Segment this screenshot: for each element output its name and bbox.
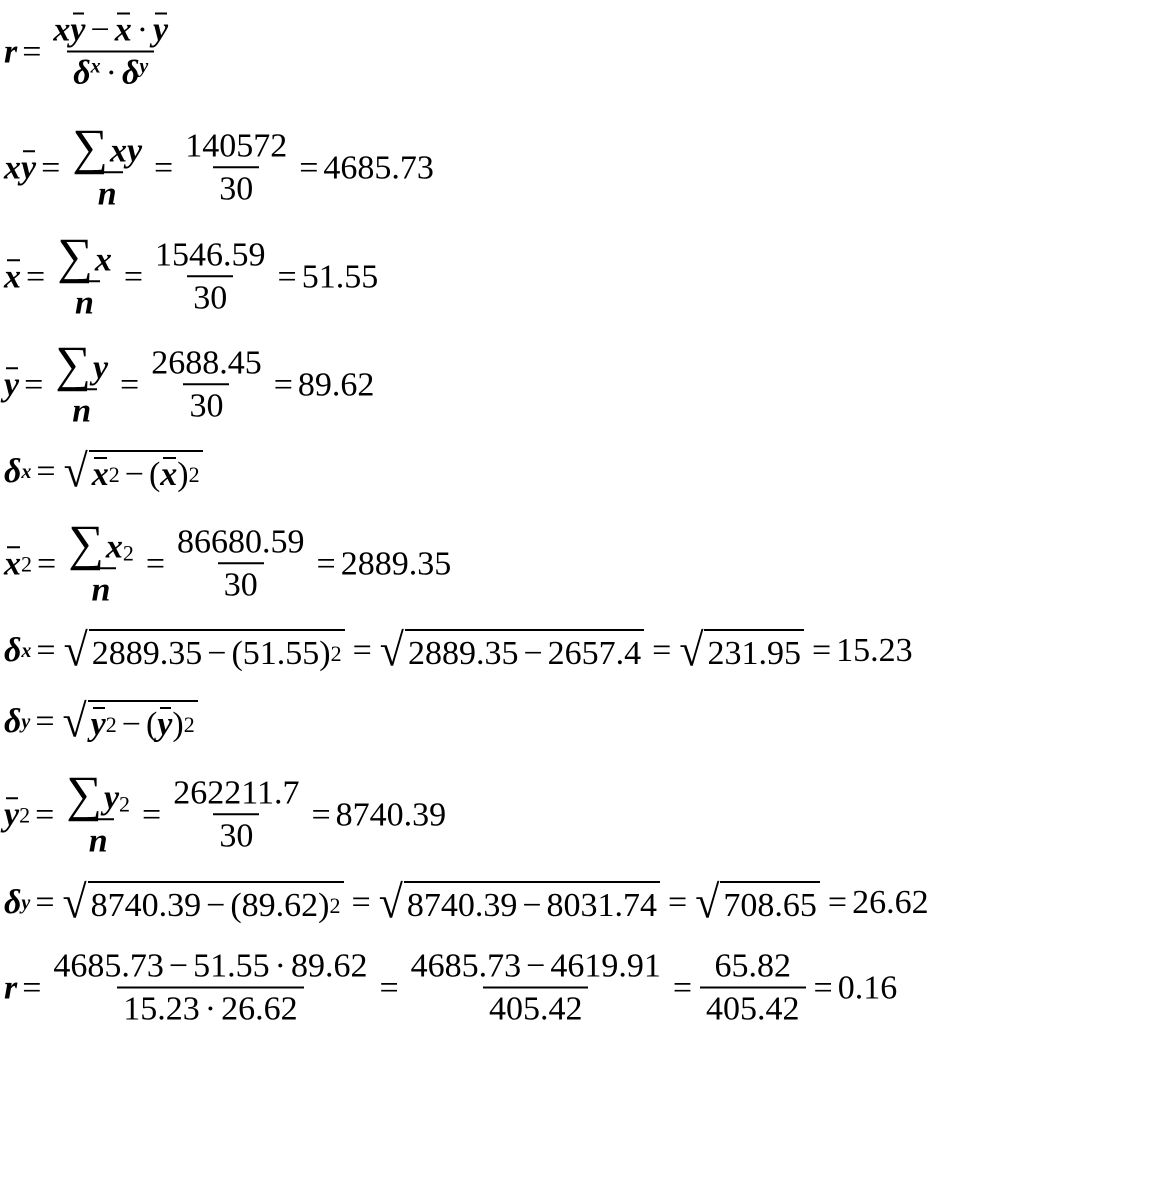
correlation-formula: r = x y − x · y δ $^x$ · δ $^y$ [4, 14, 175, 91]
mean-y-equation: y = ∑ y n = $\frac{2688.45}{30}$ = 89.62 [4, 335, 375, 429]
mean-y-result: 89.62 [297, 366, 375, 403]
delta-x-calculation: δ x = √ 2889.35 − (51.55) 2 = √ 2889.35 − 2657.4 = √ 231.95 = 15.23 [4, 624, 913, 677]
delta-y-result: 26.62 [852, 884, 929, 921]
sum-xy-value: 140572 [185, 127, 288, 165]
delta-x-result: 15.23 [836, 632, 913, 669]
formula-fraction: x y − x · y δ $^x$ · δ $^y$ [53, 11, 169, 92]
mean-xy-equation: x y = ∑ xy n = $\frac{140572}{30}$ = 4685.73 [4, 118, 434, 212]
delta-y-calculation: δ y = √ 8740.39 − (89.62) 2 = √ 8740.39 − 8031.74 = √ 708.65 = 26.62 [4, 876, 929, 929]
mean-x2-equation: x 2 = ∑ x 2 n = $\frac{86680.59}{30}$ = 2889.35 [4, 514, 452, 608]
delta-y-formula: δ y = √ y 2 − ( y ) 2 [4, 700, 201, 744]
mean-x-equation: x = ∑ x n = $\frac{1546.59}{30}$ = 51.55 [4, 227, 379, 321]
correlation-result: 0.16 [837, 969, 898, 1006]
final-r-calculation: r = 4685.73 − 51.55 · 89.62 15.23 · 26.62 = 4685.73 − 4619.91 405.42 = $\frac{65.82}{405.42}$ = 0.16 [4, 947, 898, 1028]
mean-xy-result: 4685.73 [323, 149, 434, 186]
mean-y2-equation: y 2 = ∑ y 2 n = $\frac{262211.7}{30}$ = 8740.39 [4, 765, 447, 859]
mean-x-result: 51.55 [301, 258, 379, 295]
delta-x-formula: δ x = √ x 2 − ( x ) 2 [4, 450, 206, 494]
